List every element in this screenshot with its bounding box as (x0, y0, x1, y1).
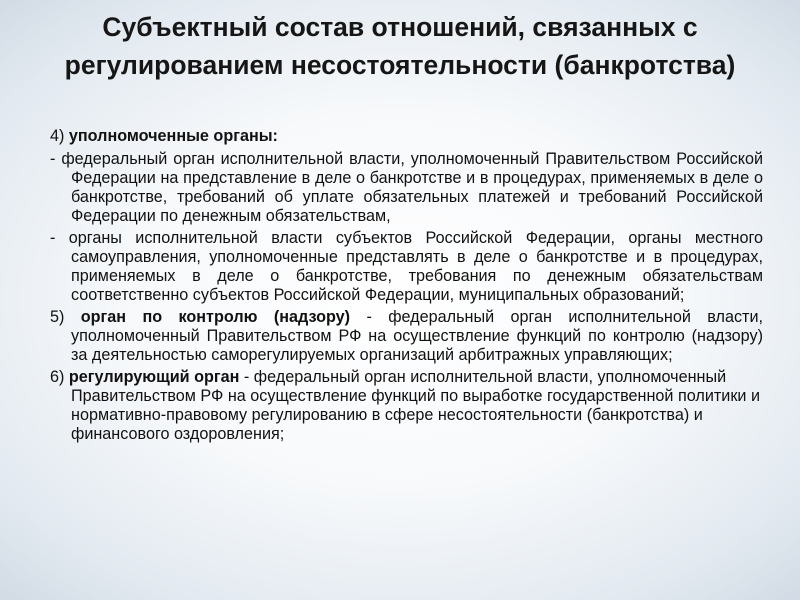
bullet-marker: - (50, 150, 62, 168)
list-item-5 (50, 308, 763, 365)
bullet-item-federal-body (50, 150, 763, 226)
item-number: 6) (50, 368, 69, 386)
item-text: - федеральный орган исполнительной власти, уполномоченный Правительством РФ на осуществление функций по контролю (надзору) за деятельностью саморегулируемых организаций арбитражных управляющих; (71, 308, 763, 364)
list-item-4 (50, 127, 763, 146)
slide-title: Субъектный состав отношений, связанных с регулированием несостоятельности (банкротства) (64, 12, 736, 80)
bullet-marker: - (50, 229, 69, 247)
item-text: федеральный орган исполнительной власти, уполномоченный Правительством Российской Федерации на представление в деле о банкротстве и в процедурах, применяемых в деле о банкротстве, требований об уплате обязательных платежей и требований Российской Федерации по денежным обязательствам, (61, 150, 764, 225)
item-text: - федеральный орган исполнительной власти, уполномоченный Правительством РФ на осуществление функций по выработке государственной политики и нормативно-правовому регулированию в сфере несостоятельности (банкротства) и финансового оздоровления; (71, 368, 760, 443)
item-number: 4) (50, 127, 69, 145)
item-term: орган по контролю (надзору) (80, 308, 351, 326)
bullet-item-regional-bodies (50, 229, 763, 305)
item-number: 5) (50, 308, 81, 326)
item-term: регулирующий орган (68, 368, 240, 386)
list-item-6 (50, 368, 763, 444)
item-text: органы исполнительной власти субъектов Российской Федерации, органы местного самоуправления, уполномоченные представлять в деле о банкротстве и в процедурах, применяемых в деле о банкротстве, требования по денежным обязательствам соответственно субъектов Российской Федерации, муниципальных образований; (68, 229, 763, 304)
item-term: уполномоченные органы: (68, 127, 278, 145)
slide-body (50, 127, 763, 447)
